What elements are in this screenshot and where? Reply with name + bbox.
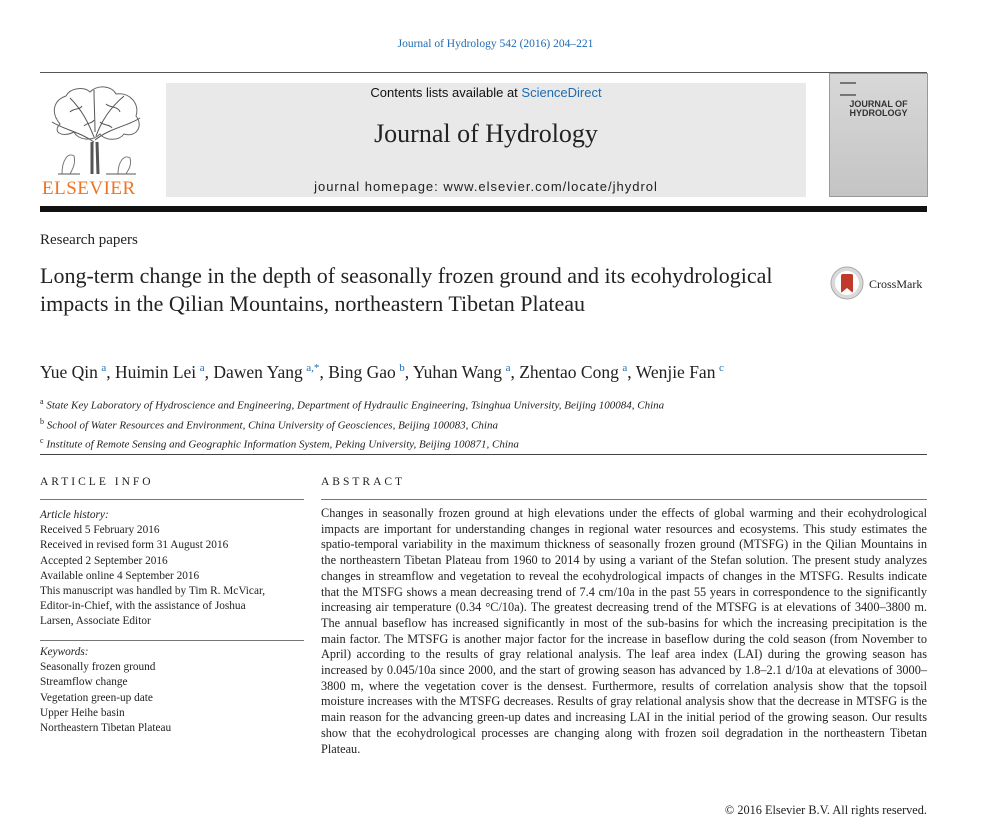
- keyword-items: [40, 660, 300, 736]
- author-affiliation-mark[interactable]: a: [622, 362, 628, 375]
- keyword-item: Vegetation green-up date: [40, 691, 153, 704]
- article-info-heading: ARTICLE INFO: [40, 476, 154, 488]
- author-affiliation-mark[interactable]: b: [399, 362, 405, 375]
- history-entry: Received 5 February 2016: [40, 524, 160, 537]
- journal-citation[interactable]: Journal of Hydrology 542 (2016) 204–221: [397, 38, 594, 50]
- article-info-divider: [40, 499, 304, 500]
- affiliation-text: State Key Laboratory of Hydroscience and Engineering, Department of Hydraulic Engineering, Tsinghua University, Beijing 100084, China: [43, 399, 665, 412]
- crossmark-icon: [830, 266, 864, 300]
- masthead-divider: [40, 206, 927, 212]
- author-separator: ,: [627, 362, 636, 382]
- keyword-item: Streamflow change: [40, 676, 128, 689]
- article-history: [40, 508, 275, 630]
- keywords-block: [40, 645, 300, 736]
- abstract-heading: ABSTRACT: [321, 476, 406, 488]
- affiliation-mark: a: [40, 397, 44, 406]
- history-entry: Accepted 2 September 2016: [40, 554, 168, 567]
- author-separator: ,: [510, 362, 520, 382]
- contents-available-line: [166, 85, 806, 100]
- author-name[interactable]: Bing Gao: [328, 362, 396, 382]
- author-name[interactable]: Dawen Yang: [213, 362, 303, 382]
- author-list: [40, 362, 724, 383]
- affiliation-line: [40, 414, 664, 434]
- affiliation-line: [40, 433, 664, 453]
- journal-title: Journal of Hydrology: [374, 119, 598, 148]
- author-separator: ,: [404, 362, 413, 382]
- affiliation-line: [40, 394, 664, 414]
- keyword-item: Upper Heihe basin: [40, 706, 125, 719]
- author-affiliation-mark[interactable]: a: [505, 362, 511, 375]
- history-entry: This manuscript was handled by Tim R. McVicar, Editor-in-Chief, with the assistance of Joshua Larsen, Associate Editor: [40, 585, 266, 628]
- elsevier-tree-icon: [40, 82, 150, 178]
- cover-decoration: [840, 82, 856, 96]
- top-divider: [40, 72, 927, 73]
- affiliation-list: [40, 394, 664, 453]
- cover-title-line2: HYDROLOGY: [849, 108, 908, 118]
- keyword-item: Seasonally frozen ground: [40, 661, 156, 674]
- author-name[interactable]: Wenjie Fan: [635, 362, 716, 382]
- copyright-notice: © 2016 Elsevier B.V. All rights reserved.: [724, 803, 927, 817]
- cover-title: [834, 100, 923, 118]
- keywords-label: Keywords:: [40, 646, 89, 658]
- elsevier-wordmark: ELSEVIER: [42, 178, 136, 199]
- keyword-item: Northeastern Tibetan Plateau: [40, 722, 172, 735]
- affiliation-text: Institute of Remote Sensing and Geographic Information System, Peking University, Beijing 100871, China: [43, 438, 519, 451]
- keywords-divider: [40, 640, 304, 641]
- author-name[interactable]: Yuhan Wang: [412, 362, 503, 382]
- abstract-text: Changes in seasonally frozen ground at high elevations under the effects of global warming and their ecohydrological impacts are important for understanding changes in regional water resources and ecosystems. This study estimates the spatio-temporal variability in the maximum thickness of seasonally frozen ground (MTSFG) in the Qilian Mountains in the northeastern Tibetan Plateau from 1960 to 2014 by using a variant of the Stefan solution. The present study analyzes changes in streamflow and vegetation to reveal the ecohydrological impacts of changes in the MTSFG. Results indicate that the MTSFG shows a mean decreasing trend of 7.4 cm/10a in the past 55 years in correspondence to the significantly increasing air temperature (0.34 °C/10a). The greatest decreasing trend of the MTSFG is at elevations of 3400–3800 m. The annual baseflow has increased significantly in most of the sub-basins for which the increasing precipitation is the main factor. The MTSFG is another major factor for the increase in baseflow during the cold season (from November to April) according to the results of gray relational analysis. The leaf area index (LAI) during the growing season has increased by 0.045/10a since 2000, and the start of growing season has advanced by 1.8–2.1 d/10a at elevations of 3000–3800 m, where the vegetation cover is the densest. Furthermore, results of correlation analysis show that the topsoil moisture increases with the MTSFG decreases. Results of gray relational analysis show that the decrease in MTSFG is the main reason for the advancing green-up dates and increasing LAI in the initial period of the growing season. Our results show that the ecohydrological processes are changing along with frozen soil degradation in the northeastern Tibetan Plateau.: [321, 506, 927, 756]
- sciencedirect-link[interactable]: ScienceDirect: [521, 85, 602, 100]
- crossmark-label: CrossMark: [869, 277, 923, 291]
- contents-prefix: Contents lists available at: [370, 85, 522, 100]
- history-entry: Received in revised form 31 August 2016: [40, 539, 229, 552]
- affiliation-mark: b: [40, 416, 44, 426]
- crossmark-badge[interactable]: [830, 266, 940, 302]
- journal-homepage-link[interactable]: journal homepage: www.elsevier.com/locate/jhydrol: [314, 179, 658, 194]
- journal-cover-thumbnail[interactable]: [829, 73, 928, 197]
- author-name[interactable]: Huimin Lei: [115, 362, 197, 382]
- affiliation-text: School of Water Resources and Environment, China University of Geosciences, Beijing 100083, China: [44, 419, 498, 432]
- author-affiliation-mark[interactable]: a: [101, 362, 107, 375]
- author-separator: ,: [204, 362, 214, 382]
- history-entry: Available online 4 September 2016: [40, 569, 200, 582]
- article-history-label: Article history:: [40, 509, 109, 521]
- author-separator: ,: [319, 362, 329, 382]
- author-name[interactable]: Zhentao Cong: [519, 362, 619, 382]
- article-section: Research papers: [40, 232, 138, 248]
- journal-masthead: [166, 83, 806, 197]
- elsevier-logo[interactable]: [40, 82, 150, 200]
- author-name[interactable]: Yue Qin: [40, 362, 98, 382]
- author-affiliation-mark[interactable]: a,*: [306, 362, 320, 375]
- author-affiliation-mark[interactable]: c: [718, 362, 724, 375]
- author-affiliation-mark[interactable]: a: [199, 362, 205, 375]
- front-matter-divider: [40, 454, 927, 455]
- cover-title-line1: JOURNAL OF: [849, 99, 908, 109]
- author-separator: ,: [106, 362, 115, 382]
- article-title: Long-term change in the depth of seasonally frozen ground and its ecohydrological impacts in the Qilian Mountains, northeastern Tibetan Plateau: [40, 263, 773, 316]
- abstract-divider: [321, 499, 927, 500]
- article-history-items: [40, 523, 275, 629]
- affiliation-mark: c: [40, 436, 44, 446]
